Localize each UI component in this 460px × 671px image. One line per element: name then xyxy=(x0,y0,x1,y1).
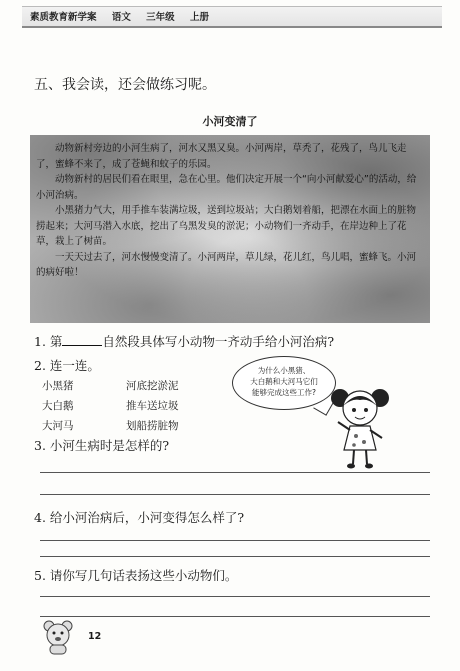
match-action-2[interactable]: 推车送垃圾 xyxy=(126,400,179,412)
story-text xyxy=(36,141,424,281)
question-3: 3. 小河生病时是怎样的? xyxy=(34,438,170,453)
answer-line[interactable] xyxy=(40,472,430,473)
series-name: 素质教育新学案 xyxy=(30,12,97,23)
question-5: 5. 请你写几句话表扬这些小动物们。 xyxy=(34,568,238,583)
speech-line-3: 能够完成这些工作? xyxy=(252,388,316,397)
match-animal-1[interactable]: 小黑猪 xyxy=(42,380,74,392)
volume-label: 上册 xyxy=(189,12,209,23)
speech-bubble xyxy=(232,356,336,410)
story-paragraph-1: 动物新村旁边的小河生病了，河水又黑又臭。小河两岸，草秃了，花残了，鸟儿飞走了，蜜蜂不来了，成了苍蝇和蚊子的乐园。 xyxy=(36,143,407,170)
speech-line-1: 为什么小黑猪、 xyxy=(257,366,311,375)
question-2: 2. 连一连。 xyxy=(34,358,100,373)
answer-line[interactable] xyxy=(40,616,430,617)
grade-label: 三年级 xyxy=(146,12,175,23)
story-paragraph-2: 动物新村的居民们看在眼里，急在心里。他们决定开展一个“向小河献爱心”的活动，给小河治病。 xyxy=(36,174,417,201)
story-paragraph-3: 小黑猪力气大，用手推车装满垃圾，送到垃圾站；大白鹅划着船，把漂在水面上的脏物捞起来；大河马潜入水底，挖出了乌黑发臭的淤泥；小动物们一齐动手，在岸边种上了花草，栽上了树苗。 xyxy=(36,205,417,247)
story-box xyxy=(30,135,430,323)
match-action-3[interactable]: 划船捞脏物 xyxy=(126,420,179,432)
section-title: 五、我会读，还会做练习呢。 xyxy=(34,77,216,93)
answer-line[interactable] xyxy=(40,540,430,541)
page-number: 12 xyxy=(88,631,102,642)
match-action-1[interactable]: 河底挖淤泥 xyxy=(126,380,179,392)
subject-label: 语文 xyxy=(111,12,131,23)
page-header xyxy=(22,6,442,28)
question-1-suffix: 自然段具体写小动物一齐动手给小河治病? xyxy=(102,334,335,349)
question-4: 4. 给小河治病后，小河变得怎么样了? xyxy=(34,510,245,525)
question-1 xyxy=(34,332,334,350)
speech-line-2: 大白鹅和大河马它们 xyxy=(250,377,318,386)
answer-line[interactable] xyxy=(40,494,430,495)
story-paragraph-4: 一天天过去了，河水慢慢变清了。小河两岸，草儿绿，花儿红，鸟儿唱，蜜蜂飞。小河的病好啦！ xyxy=(36,251,417,278)
question-1-prefix: 1. 第 xyxy=(34,334,63,349)
answer-line[interactable] xyxy=(40,556,430,557)
story-title: 小河变清了 xyxy=(202,115,258,128)
bear-mascot-icon xyxy=(40,619,76,655)
answer-line[interactable] xyxy=(40,596,430,597)
girl-illustration xyxy=(326,384,394,470)
match-animal-3[interactable]: 大河马 xyxy=(42,420,74,432)
match-animal-2[interactable]: 大白鹅 xyxy=(42,400,74,412)
question-1-blank[interactable] xyxy=(62,333,102,346)
